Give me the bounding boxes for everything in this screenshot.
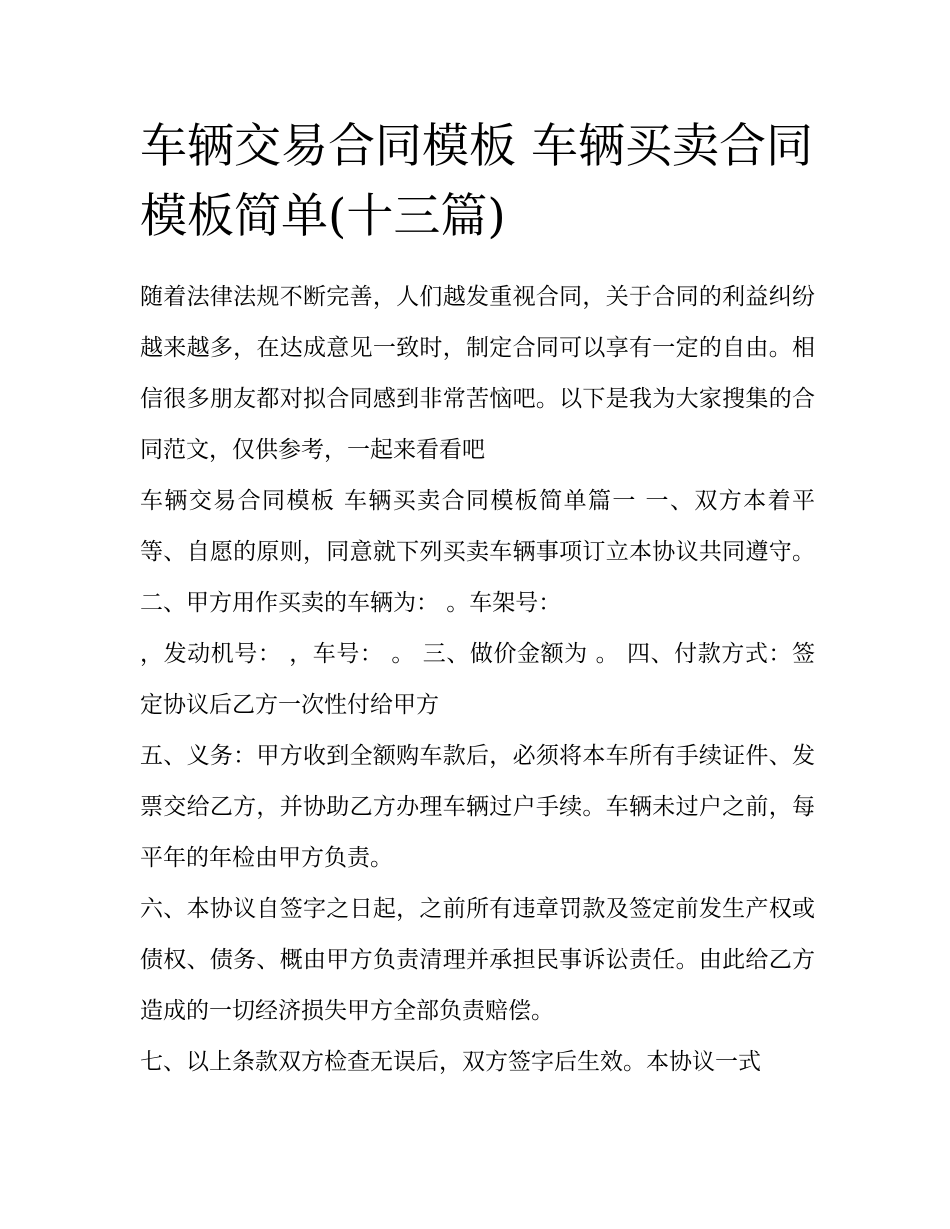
clause-paragraph-7: 七、以上条款双方检查无误后，双方签字后生效。本协议一式: [140, 1049, 761, 1075]
clause-paragraph-2: ，发动机号： ，车号： 。 三、做价金额为 。 四、付款方式：签定协议后乙方一次性付给甲方: [140, 641, 815, 718]
document-body: [140, 112, 815, 1088]
document-title: 车辆交易合同模板 车辆买卖合同模板简单(十三篇): [140, 119, 813, 244]
intro-paragraph: 随着法律法规不断完善，人们越发重视合同，关于合同的利益纠纷越来越多，在达成意见一致时，制定合同可以享有一定的自由。相信很多朋友都对拟合同感到非常苦恼吧。以下是我为大家搜集的合同范文，仅供参考，一起来看看吧: [140, 284, 815, 463]
clause-paragraph-5: 五、义务：甲方收到全额购车款后，必须将本车所有手续证件、发票交给乙方，并协助乙方办理车辆过户手续。车辆未过户之前，每平年的年检由甲方负责。: [140, 743, 815, 871]
clause-paragraph-6: 六、本协议自签字之日起，之前所有违章罚款及签定前发生产权或债权、债务、概由甲方负责清理并承担民事诉讼责任。由此给乙方造成的一切经济损失甲方全部负责赔偿。: [140, 896, 815, 1024]
clause-paragraph-1: 车辆交易合同模板 车辆买卖合同模板简单篇一 一、双方本着平等、自愿的原则，同意就下列买卖车辆事项订立本协议共同遵守。 二、甲方用作买卖的车辆为： 。车架号：: [140, 488, 815, 616]
